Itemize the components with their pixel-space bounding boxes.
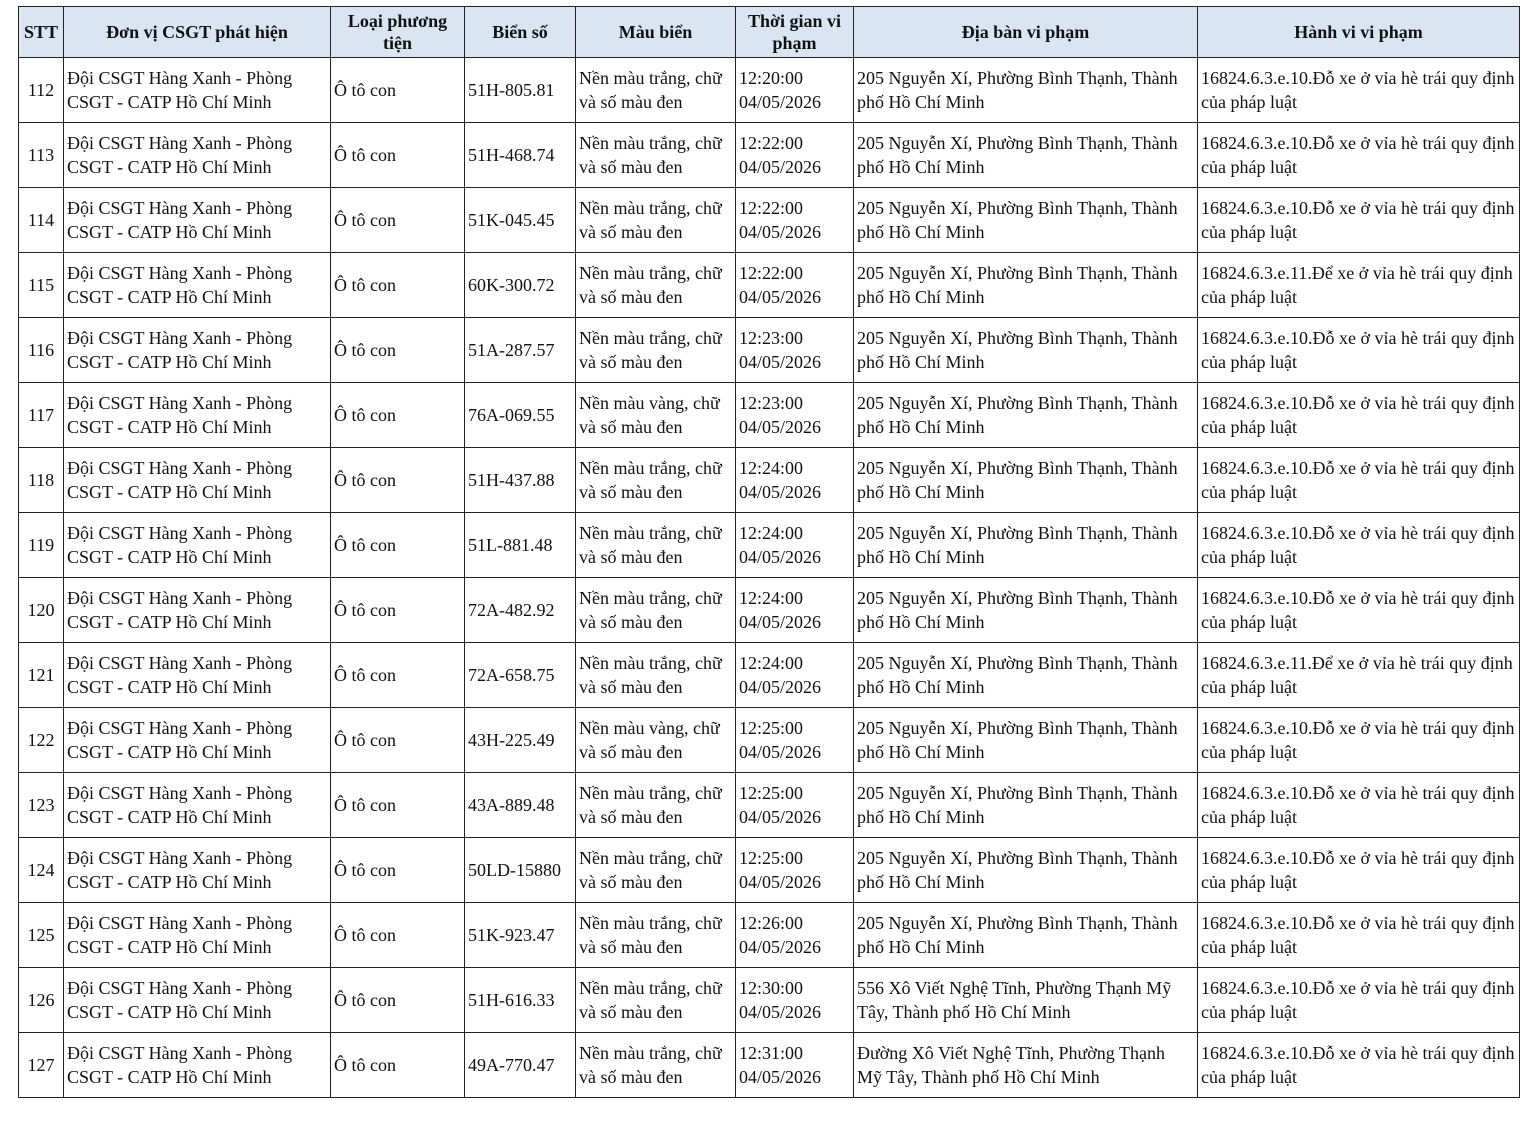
- table-row: [19, 708, 1520, 773]
- cell-location: 205 Nguyễn Xí, Phường Bình Thạnh, Thành phố Hồ Chí Minh: [854, 643, 1198, 708]
- cell-plate-color: Nền màu trắng, chữ và số màu đen: [576, 1033, 736, 1098]
- header-unit: Đơn vị CSGT phát hiện: [64, 7, 331, 58]
- cell-stt: 114: [19, 188, 64, 253]
- table-row: [19, 383, 1520, 448]
- table-row: [19, 188, 1520, 253]
- table-row: [19, 838, 1520, 903]
- cell-time: 12:23:00 04/05/2026: [736, 318, 854, 383]
- cell-plate-color: Nền màu trắng, chữ và số màu đen: [576, 123, 736, 188]
- cell-behavior: 16824.6.3.e.10.Đỗ xe ở vỉa hè trái quy định của pháp luật: [1198, 903, 1520, 968]
- cell-stt: 121: [19, 643, 64, 708]
- cell-unit: Đội CSGT Hàng Xanh - Phòng CSGT - CATP Hồ Chí Minh: [64, 773, 331, 838]
- table-row: [19, 578, 1520, 643]
- cell-vehicle-type: Ô tô con: [331, 968, 465, 1033]
- violations-table: [18, 6, 1520, 1098]
- cell-behavior: 16824.6.3.e.10.Đỗ xe ở vỉa hè trái quy định của pháp luật: [1198, 383, 1520, 448]
- cell-unit: Đội CSGT Hàng Xanh - Phòng CSGT - CATP Hồ Chí Minh: [64, 123, 331, 188]
- cell-vehicle-type: Ô tô con: [331, 123, 465, 188]
- cell-plate-color: Nền màu trắng, chữ và số màu đen: [576, 578, 736, 643]
- header-plate-color: Màu biển: [576, 7, 736, 58]
- cell-stt: 120: [19, 578, 64, 643]
- cell-plate: 43H-225.49: [465, 708, 576, 773]
- cell-vehicle-type: Ô tô con: [331, 448, 465, 513]
- cell-vehicle-type: Ô tô con: [331, 773, 465, 838]
- cell-location: Đường Xô Viết Nghệ Tĩnh, Phường Thạnh Mỹ Tây, Thành phố Hồ Chí Minh: [854, 1033, 1198, 1098]
- cell-plate: 72A-658.75: [465, 643, 576, 708]
- cell-time: 12:25:00 04/05/2026: [736, 708, 854, 773]
- cell-stt: 126: [19, 968, 64, 1033]
- header-behavior: Hành vi vi phạm: [1198, 7, 1520, 58]
- cell-location: 205 Nguyễn Xí, Phường Bình Thạnh, Thành phố Hồ Chí Minh: [854, 578, 1198, 643]
- cell-stt: 115: [19, 253, 64, 318]
- table-row: [19, 1033, 1520, 1098]
- cell-plate: 49A-770.47: [465, 1033, 576, 1098]
- cell-behavior: 16824.6.3.e.10.Đỗ xe ở vỉa hè trái quy định của pháp luật: [1198, 773, 1520, 838]
- cell-unit: Đội CSGT Hàng Xanh - Phòng CSGT - CATP Hồ Chí Minh: [64, 903, 331, 968]
- cell-behavior: 16824.6.3.e.11.Để xe ở vỉa hè trái quy định của pháp luật: [1198, 643, 1520, 708]
- cell-plate: 51L-881.48: [465, 513, 576, 578]
- cell-plate-color: Nền màu vàng, chữ và số màu đen: [576, 708, 736, 773]
- table-row: [19, 513, 1520, 578]
- cell-vehicle-type: Ô tô con: [331, 253, 465, 318]
- cell-location: 205 Nguyễn Xí, Phường Bình Thạnh, Thành phố Hồ Chí Minh: [854, 58, 1198, 123]
- cell-vehicle-type: Ô tô con: [331, 58, 465, 123]
- cell-location: 205 Nguyễn Xí, Phường Bình Thạnh, Thành phố Hồ Chí Minh: [854, 838, 1198, 903]
- cell-unit: Đội CSGT Hàng Xanh - Phòng CSGT - CATP Hồ Chí Minh: [64, 968, 331, 1033]
- cell-vehicle-type: Ô tô con: [331, 838, 465, 903]
- cell-behavior: 16824.6.3.e.10.Đỗ xe ở vỉa hè trái quy định của pháp luật: [1198, 513, 1520, 578]
- cell-time: 12:22:00 04/05/2026: [736, 253, 854, 318]
- cell-unit: Đội CSGT Hàng Xanh - Phòng CSGT - CATP Hồ Chí Minh: [64, 188, 331, 253]
- cell-unit: Đội CSGT Hàng Xanh - Phòng CSGT - CATP Hồ Chí Minh: [64, 58, 331, 123]
- cell-plate: 72A-482.92: [465, 578, 576, 643]
- cell-behavior: 16824.6.3.e.10.Đỗ xe ở vỉa hè trái quy định của pháp luật: [1198, 708, 1520, 773]
- cell-location: 205 Nguyễn Xí, Phường Bình Thạnh, Thành phố Hồ Chí Minh: [854, 708, 1198, 773]
- cell-location: 556 Xô Viết Nghệ Tĩnh, Phường Thạnh Mỹ Tây, Thành phố Hồ Chí Minh: [854, 968, 1198, 1033]
- cell-plate-color: Nền màu trắng, chữ và số màu đen: [576, 188, 736, 253]
- cell-unit: Đội CSGT Hàng Xanh - Phòng CSGT - CATP Hồ Chí Minh: [64, 318, 331, 383]
- cell-vehicle-type: Ô tô con: [331, 708, 465, 773]
- cell-behavior: 16824.6.3.e.10.Đỗ xe ở vỉa hè trái quy định của pháp luật: [1198, 1033, 1520, 1098]
- cell-location: 205 Nguyễn Xí, Phường Bình Thạnh, Thành phố Hồ Chí Minh: [854, 903, 1198, 968]
- cell-plate-color: Nền màu vàng, chữ và số màu đen: [576, 383, 736, 448]
- cell-plate-color: Nền màu trắng, chữ và số màu đen: [576, 253, 736, 318]
- header-vehicle-type: Loại phương tiện: [331, 7, 465, 58]
- cell-time: 12:20:00 04/05/2026: [736, 58, 854, 123]
- cell-unit: Đội CSGT Hàng Xanh - Phòng CSGT - CATP Hồ Chí Minh: [64, 578, 331, 643]
- cell-time: 12:26:00 04/05/2026: [736, 903, 854, 968]
- cell-stt: 112: [19, 58, 64, 123]
- cell-behavior: 16824.6.3.e.10.Đỗ xe ở vỉa hè trái quy định của pháp luật: [1198, 58, 1520, 123]
- cell-location: 205 Nguyễn Xí, Phường Bình Thạnh, Thành phố Hồ Chí Minh: [854, 383, 1198, 448]
- table-header: [19, 7, 1520, 58]
- cell-plate-color: Nền màu trắng, chữ và số màu đen: [576, 838, 736, 903]
- cell-vehicle-type: Ô tô con: [331, 643, 465, 708]
- table-row: [19, 773, 1520, 838]
- table-row: [19, 968, 1520, 1033]
- cell-plate: 43A-889.48: [465, 773, 576, 838]
- cell-plate-color: Nền màu trắng, chữ và số màu đen: [576, 903, 736, 968]
- table-row: [19, 253, 1520, 318]
- cell-plate-color: Nền màu trắng, chữ và số màu đen: [576, 318, 736, 383]
- cell-behavior: 16824.6.3.e.10.Đỗ xe ở vỉa hè trái quy định của pháp luật: [1198, 123, 1520, 188]
- table-row: [19, 123, 1520, 188]
- table-row: [19, 58, 1520, 123]
- cell-vehicle-type: Ô tô con: [331, 1033, 465, 1098]
- cell-plate-color: Nền màu trắng, chữ và số màu đen: [576, 643, 736, 708]
- cell-time: 12:25:00 04/05/2026: [736, 838, 854, 903]
- cell-behavior: 16824.6.3.e.10.Đỗ xe ở vỉa hè trái quy định của pháp luật: [1198, 968, 1520, 1033]
- table-row: [19, 643, 1520, 708]
- cell-unit: Đội CSGT Hàng Xanh - Phòng CSGT - CATP Hồ Chí Minh: [64, 253, 331, 318]
- cell-location: 205 Nguyễn Xí, Phường Bình Thạnh, Thành phố Hồ Chí Minh: [854, 253, 1198, 318]
- cell-stt: 124: [19, 838, 64, 903]
- cell-time: 12:30:00 04/05/2026: [736, 968, 854, 1033]
- cell-location: 205 Nguyễn Xí, Phường Bình Thạnh, Thành phố Hồ Chí Minh: [854, 448, 1198, 513]
- cell-stt: 116: [19, 318, 64, 383]
- header-row: [19, 7, 1520, 58]
- cell-plate: 51H-468.74: [465, 123, 576, 188]
- cell-stt: 125: [19, 903, 64, 968]
- cell-stt: 117: [19, 383, 64, 448]
- cell-stt: 127: [19, 1033, 64, 1098]
- cell-unit: Đội CSGT Hàng Xanh - Phòng CSGT - CATP Hồ Chí Minh: [64, 643, 331, 708]
- cell-plate: 50LD-15880: [465, 838, 576, 903]
- cell-behavior: 16824.6.3.e.10.Đỗ xe ở vỉa hè trái quy định của pháp luật: [1198, 448, 1520, 513]
- header-plate: Biển số: [465, 7, 576, 58]
- table-body: [19, 58, 1520, 1098]
- cell-vehicle-type: Ô tô con: [331, 513, 465, 578]
- cell-plate-color: Nền màu trắng, chữ và số màu đen: [576, 513, 736, 578]
- cell-location: 205 Nguyễn Xí, Phường Bình Thạnh, Thành phố Hồ Chí Minh: [854, 513, 1198, 578]
- cell-plate-color: Nền màu trắng, chữ và số màu đen: [576, 773, 736, 838]
- header-time: Thời gian vi phạm: [736, 7, 854, 58]
- cell-time: 12:23:00 04/05/2026: [736, 383, 854, 448]
- cell-plate-color: Nền màu trắng, chữ và số màu đen: [576, 448, 736, 513]
- cell-vehicle-type: Ô tô con: [331, 578, 465, 643]
- cell-stt: 119: [19, 513, 64, 578]
- cell-plate: 51K-923.47: [465, 903, 576, 968]
- cell-time: 12:24:00 04/05/2026: [736, 643, 854, 708]
- table-row: [19, 448, 1520, 513]
- cell-time: 12:25:00 04/05/2026: [736, 773, 854, 838]
- cell-unit: Đội CSGT Hàng Xanh - Phòng CSGT - CATP Hồ Chí Minh: [64, 383, 331, 448]
- cell-plate: 76A-069.55: [465, 383, 576, 448]
- cell-vehicle-type: Ô tô con: [331, 188, 465, 253]
- cell-location: 205 Nguyễn Xí, Phường Bình Thạnh, Thành phố Hồ Chí Minh: [854, 123, 1198, 188]
- cell-location: 205 Nguyễn Xí, Phường Bình Thạnh, Thành phố Hồ Chí Minh: [854, 318, 1198, 383]
- cell-behavior: 16824.6.3.e.10.Đỗ xe ở vỉa hè trái quy định của pháp luật: [1198, 838, 1520, 903]
- cell-unit: Đội CSGT Hàng Xanh - Phòng CSGT - CATP Hồ Chí Minh: [64, 1033, 331, 1098]
- cell-vehicle-type: Ô tô con: [331, 903, 465, 968]
- cell-time: 12:24:00 04/05/2026: [736, 448, 854, 513]
- cell-unit: Đội CSGT Hàng Xanh - Phòng CSGT - CATP Hồ Chí Minh: [64, 513, 331, 578]
- cell-unit: Đội CSGT Hàng Xanh - Phòng CSGT - CATP Hồ Chí Minh: [64, 708, 331, 773]
- cell-plate: 51K-045.45: [465, 188, 576, 253]
- cell-vehicle-type: Ô tô con: [331, 318, 465, 383]
- cell-plate: 60K-300.72: [465, 253, 576, 318]
- cell-behavior: 16824.6.3.e.11.Để xe ở vỉa hè trái quy định của pháp luật: [1198, 253, 1520, 318]
- cell-time: 12:22:00 04/05/2026: [736, 123, 854, 188]
- header-stt: STT: [19, 7, 64, 58]
- cell-unit: Đội CSGT Hàng Xanh - Phòng CSGT - CATP Hồ Chí Minh: [64, 838, 331, 903]
- cell-unit: Đội CSGT Hàng Xanh - Phòng CSGT - CATP Hồ Chí Minh: [64, 448, 331, 513]
- cell-time: 12:31:00 04/05/2026: [736, 1033, 854, 1098]
- header-location: Địa bàn vi phạm: [854, 7, 1198, 58]
- cell-plate: 51H-616.33: [465, 968, 576, 1033]
- table-row: [19, 318, 1520, 383]
- table-row: [19, 903, 1520, 968]
- cell-plate: 51H-437.88: [465, 448, 576, 513]
- cell-plate-color: Nền màu trắng, chữ và số màu đen: [576, 58, 736, 123]
- cell-location: 205 Nguyễn Xí, Phường Bình Thạnh, Thành phố Hồ Chí Minh: [854, 188, 1198, 253]
- cell-stt: 113: [19, 123, 64, 188]
- cell-behavior: 16824.6.3.e.10.Đỗ xe ở vỉa hè trái quy định của pháp luật: [1198, 318, 1520, 383]
- cell-stt: 122: [19, 708, 64, 773]
- cell-time: 12:24:00 04/05/2026: [736, 513, 854, 578]
- cell-time: 12:24:00 04/05/2026: [736, 578, 854, 643]
- cell-behavior: 16824.6.3.e.10.Đỗ xe ở vỉa hè trái quy định của pháp luật: [1198, 578, 1520, 643]
- cell-behavior: 16824.6.3.e.10.Đỗ xe ở vỉa hè trái quy định của pháp luật: [1198, 188, 1520, 253]
- cell-plate: 51A-287.57: [465, 318, 576, 383]
- cell-stt: 123: [19, 773, 64, 838]
- cell-time: 12:22:00 04/05/2026: [736, 188, 854, 253]
- cell-location: 205 Nguyễn Xí, Phường Bình Thạnh, Thành phố Hồ Chí Minh: [854, 773, 1198, 838]
- cell-vehicle-type: Ô tô con: [331, 383, 465, 448]
- cell-stt: 118: [19, 448, 64, 513]
- cell-plate: 51H-805.81: [465, 58, 576, 123]
- cell-plate-color: Nền màu trắng, chữ và số màu đen: [576, 968, 736, 1033]
